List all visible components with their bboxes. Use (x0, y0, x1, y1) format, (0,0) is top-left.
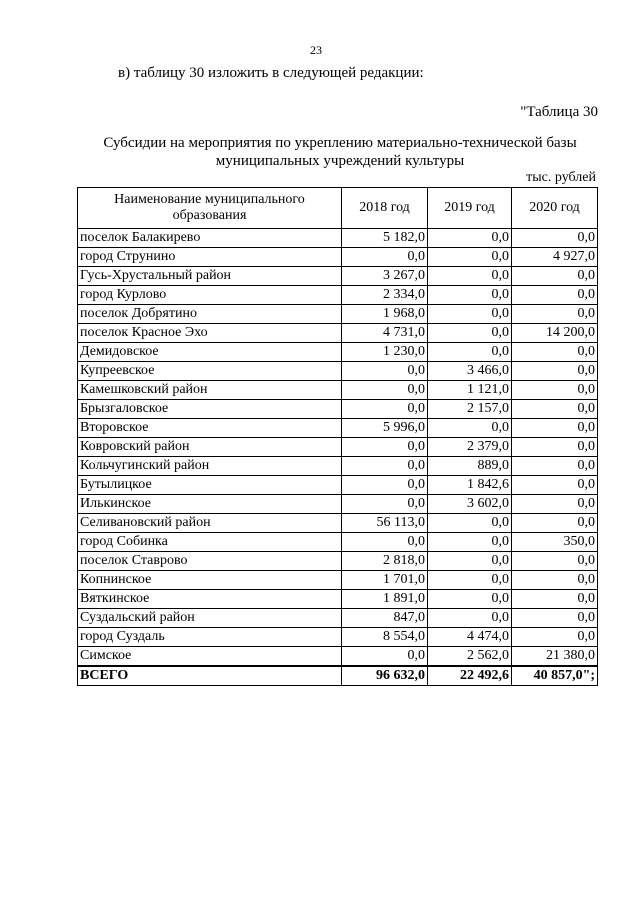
cell-2019: 4 474,0 (428, 628, 512, 647)
cell-2020: 14 200,0 (512, 324, 598, 343)
cell-name: Ковровский район (78, 438, 342, 457)
table-row (78, 533, 598, 552)
cell-2018: 5 182,0 (342, 229, 428, 248)
cell-2019: 0,0 (428, 514, 512, 533)
total-2020: 40 857,0"; (512, 666, 598, 686)
cell-2019: 2 157,0 (428, 400, 512, 419)
cell-name: поселок Добрятино (78, 305, 342, 324)
table-row (78, 495, 598, 514)
cell-2018: 0,0 (342, 476, 428, 495)
cell-2018: 1 891,0 (342, 590, 428, 609)
header-2019: 2019 год (428, 188, 512, 229)
cell-2018: 2 334,0 (342, 286, 428, 305)
cell-name: город Собинка (78, 533, 342, 552)
table-row (78, 305, 598, 324)
cell-name: Копнинское (78, 571, 342, 590)
cell-name: город Струнино (78, 248, 342, 267)
cell-name: Бутылицкое (78, 476, 342, 495)
cell-2020: 0,0 (512, 229, 598, 248)
cell-name: город Суздаль (78, 628, 342, 647)
table-row (78, 267, 598, 286)
cell-name: Брызгаловское (78, 400, 342, 419)
cell-2020: 0,0 (512, 438, 598, 457)
cell-2019: 0,0 (428, 286, 512, 305)
cell-2020: 0,0 (512, 381, 598, 400)
units-label: тыс. рублей (526, 170, 596, 185)
cell-2020: 0,0 (512, 362, 598, 381)
cell-2020: 0,0 (512, 590, 598, 609)
cell-2019: 0,0 (428, 324, 512, 343)
table-row (78, 628, 598, 647)
cell-2019: 1 842,6 (428, 476, 512, 495)
table-row (78, 229, 598, 248)
cell-2020: 0,0 (512, 552, 598, 571)
cell-2019: 0,0 (428, 229, 512, 248)
cell-2019: 0,0 (428, 590, 512, 609)
total-label: ВСЕГО (78, 666, 342, 686)
cell-name: Симское (78, 647, 342, 667)
cell-2019: 1 121,0 (428, 381, 512, 400)
table-row (78, 609, 598, 628)
cell-2019: 0,0 (428, 343, 512, 362)
cell-2018: 0,0 (342, 647, 428, 667)
table-row (78, 324, 598, 343)
cell-2020: 0,0 (512, 628, 598, 647)
cell-2020: 21 380,0 (512, 647, 598, 667)
cell-name: Купреевское (78, 362, 342, 381)
cell-2019: 0,0 (428, 571, 512, 590)
cell-name: Гусь-Хрустальный район (78, 267, 342, 286)
cell-name: поселок Ставрово (78, 552, 342, 571)
cell-2019: 0,0 (428, 248, 512, 267)
header-row (78, 188, 598, 229)
table-row (78, 552, 598, 571)
header-name: Наименование муниципального образования (78, 188, 342, 229)
cell-2019: 0,0 (428, 609, 512, 628)
cell-name: Камешковский район (78, 381, 342, 400)
table-row (78, 286, 598, 305)
cell-2019: 0,0 (428, 305, 512, 324)
cell-2019: 2 379,0 (428, 438, 512, 457)
cell-2020: 0,0 (512, 571, 598, 590)
cell-2018: 0,0 (342, 495, 428, 514)
cell-2020: 0,0 (512, 419, 598, 438)
table-row (78, 419, 598, 438)
cell-2020: 0,0 (512, 476, 598, 495)
cell-2018: 2 818,0 (342, 552, 428, 571)
cell-name: поселок Балакирево (78, 229, 342, 248)
cell-2018: 1 968,0 (342, 305, 428, 324)
cell-2019: 0,0 (428, 419, 512, 438)
cell-2020: 0,0 (512, 400, 598, 419)
title-line-1: Субсидии на мероприятия по укреплению материально-технической базы (103, 135, 577, 151)
cell-2019: 0,0 (428, 533, 512, 552)
title-line-2: муниципальных учреждений культуры (215, 153, 465, 169)
table-row (78, 381, 598, 400)
cell-2018: 1 701,0 (342, 571, 428, 590)
table-row (78, 438, 598, 457)
table-title (60, 134, 620, 170)
page-number: 23 (310, 43, 322, 57)
cell-2020: 0,0 (512, 514, 598, 533)
table-row (78, 362, 598, 381)
table-row (78, 476, 598, 495)
cell-name: Кольчугинский район (78, 457, 342, 476)
cell-name: город Курлово (78, 286, 342, 305)
cell-2018: 847,0 (342, 609, 428, 628)
cell-2018: 0,0 (342, 457, 428, 476)
total-2019: 22 492,6 (428, 666, 512, 686)
cell-2020: 0,0 (512, 495, 598, 514)
cell-2018: 5 996,0 (342, 419, 428, 438)
table-row (78, 457, 598, 476)
cell-2019: 0,0 (428, 552, 512, 571)
cell-2020: 0,0 (512, 457, 598, 476)
cell-name: Селивановский район (78, 514, 342, 533)
cell-2020: 0,0 (512, 609, 598, 628)
cell-name: Вяткинское (78, 590, 342, 609)
cell-2018: 0,0 (342, 362, 428, 381)
cell-2018: 0,0 (342, 400, 428, 419)
cell-2020: 0,0 (512, 286, 598, 305)
table-reference: "Таблица 30 (520, 104, 598, 120)
cell-name: Суздальский район (78, 609, 342, 628)
cell-2020: 0,0 (512, 343, 598, 362)
cell-2019: 3 602,0 (428, 495, 512, 514)
header-2018: 2018 год (342, 188, 428, 229)
cell-2019: 0,0 (428, 267, 512, 286)
total-row (78, 666, 598, 686)
cell-2018: 0,0 (342, 381, 428, 400)
cell-2018: 8 554,0 (342, 628, 428, 647)
cell-2018: 56 113,0 (342, 514, 428, 533)
cell-2019: 3 466,0 (428, 362, 512, 381)
total-2018: 96 632,0 (342, 666, 428, 686)
cell-2018: 0,0 (342, 248, 428, 267)
table-row (78, 647, 598, 667)
header-2020: 2020 год (512, 188, 598, 229)
cell-2018: 4 731,0 (342, 324, 428, 343)
intro-text: в) таблицу 30 изложить в следующей редакции: (118, 65, 424, 81)
cell-2018: 1 230,0 (342, 343, 428, 362)
cell-2020: 0,0 (512, 305, 598, 324)
cell-name: Демидовское (78, 343, 342, 362)
cell-2020: 350,0 (512, 533, 598, 552)
table-row (78, 571, 598, 590)
table-row (78, 248, 598, 267)
cell-2019: 2 562,0 (428, 647, 512, 667)
table-row (78, 514, 598, 533)
cell-name: Второвское (78, 419, 342, 438)
table-row (78, 590, 598, 609)
table-row (78, 343, 598, 362)
cell-2020: 4 927,0 (512, 248, 598, 267)
cell-2018: 0,0 (342, 533, 428, 552)
cell-2020: 0,0 (512, 267, 598, 286)
cell-2019: 889,0 (428, 457, 512, 476)
table-row (78, 400, 598, 419)
subsidies-table (77, 187, 598, 686)
cell-2018: 0,0 (342, 438, 428, 457)
cell-name: Илькинское (78, 495, 342, 514)
cell-name: поселок Красное Эхо (78, 324, 342, 343)
cell-2018: 3 267,0 (342, 267, 428, 286)
